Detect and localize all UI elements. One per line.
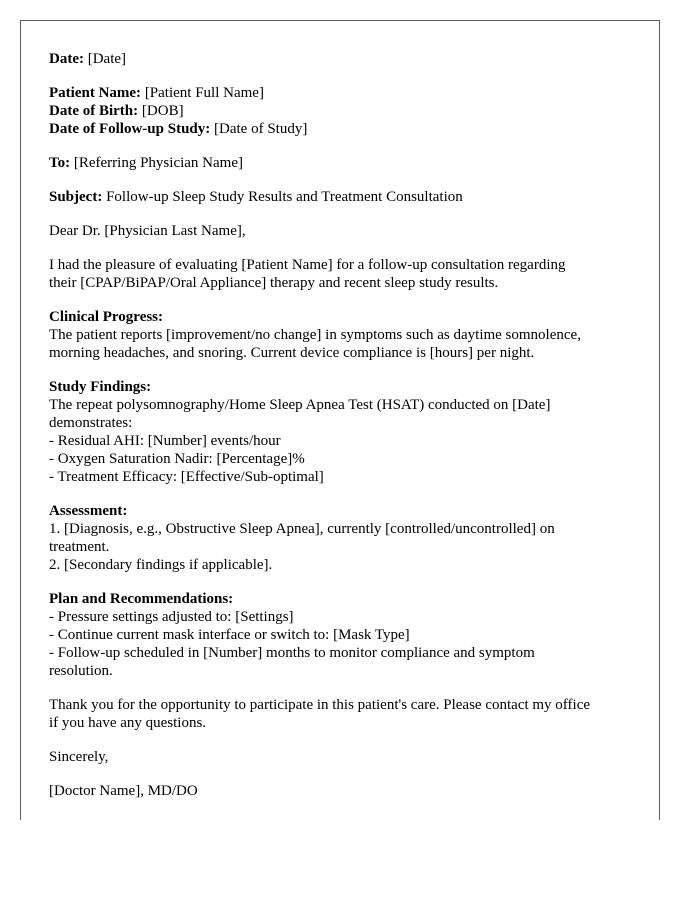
patient-name-label: Patient Name: [49,85,142,101]
subject-label: Subject: [49,189,103,205]
assessment-heading: Assessment: [49,503,128,519]
salutation: Dear Dr. [Physician Last Name], [49,223,246,239]
closing-line: Thank you for the opportunity to participate in this patient's care. Please contact my office [49,697,591,713]
clinical-progress-line: morning headaches, and snoring. Current device compliance is [hours] per night. [49,345,535,361]
closing-paragraph [49,696,634,732]
assessment-line: treatment. [49,539,110,555]
study-findings-line: demonstrates: [49,415,133,431]
followup-date-line [49,120,634,138]
clinical-progress-section [49,308,634,362]
clinical-progress-heading: Clinical Progress: [49,309,164,325]
date-label: Date: [49,51,84,67]
subject-line [49,188,634,206]
subject-block [49,188,634,206]
signoff: Sincerely, [49,749,109,765]
study-findings-section [49,378,634,486]
signoff-block [49,748,634,766]
signature-block [49,782,634,800]
plan-line: resolution. [49,663,113,679]
date-value: [Date] [87,51,127,67]
study-findings-line: The repeat polysomnography/Home Sleep Apnea Test (HSAT) conducted on [Date] [49,397,551,413]
dob-line [49,102,634,120]
followup-date-label: Date of Follow-up Study: [49,121,211,137]
plan-section [49,590,634,680]
letter-page [20,20,660,820]
plan-line: - Continue current mask interface or switch to: [Mask Type] [49,627,410,643]
patient-name-value: [Patient Full Name] [144,85,264,101]
study-findings-line: - Residual AHI: [Number] events/hour [49,433,281,449]
assessment-line: 1. [Diagnosis, e.g., Obstructive Sleep Apnea], currently [controlled/uncontrolled] on [49,521,555,537]
intro-line: I had the pleasure of evaluating [Patient Name] for a follow-up consultation regarding [49,257,566,273]
to-line [49,154,634,172]
study-findings-heading: Study Findings: [49,379,152,395]
plan-line: - Follow-up scheduled in [Number] months to monitor compliance and symptom [49,645,535,661]
letter-content [49,50,634,816]
plan-line: - Pressure settings adjusted to: [Settings] [49,609,294,625]
intro-paragraph [49,256,634,292]
to-value: [Referring Physician Name] [73,155,243,171]
assessment-section [49,502,634,574]
study-findings-line: - Treatment Efficacy: [Effective/Sub-optimal] [49,469,324,485]
followup-date-value: [Date of Study] [214,121,308,137]
patient-name-line [49,84,634,102]
to-block [49,154,634,172]
dob-label: Date of Birth: [49,103,139,119]
clinical-progress-line: The patient reports [improvement/no change] in symptoms such as daytime somnolence, [49,327,581,343]
plan-heading: Plan and Recommendations: [49,591,234,607]
intro-line: their [CPAP/BiPAP/Oral Appliance] therapy and recent sleep study results. [49,275,499,291]
date-block [49,50,634,68]
study-findings-line: - Oxygen Saturation Nadir: [Percentage]% [49,451,305,467]
dob-value: [DOB] [141,103,184,119]
closing-line: if you have any questions. [49,715,207,731]
date-line [49,50,634,68]
signature: [Doctor Name], MD/DO [49,783,198,799]
salutation-block [49,222,634,240]
patient-info-block [49,84,634,138]
assessment-line: 2. [Secondary findings if applicable]. [49,557,273,573]
subject-value: Follow-up Sleep Study Results and Treatment Consultation [106,189,463,205]
to-label: To: [49,155,71,171]
